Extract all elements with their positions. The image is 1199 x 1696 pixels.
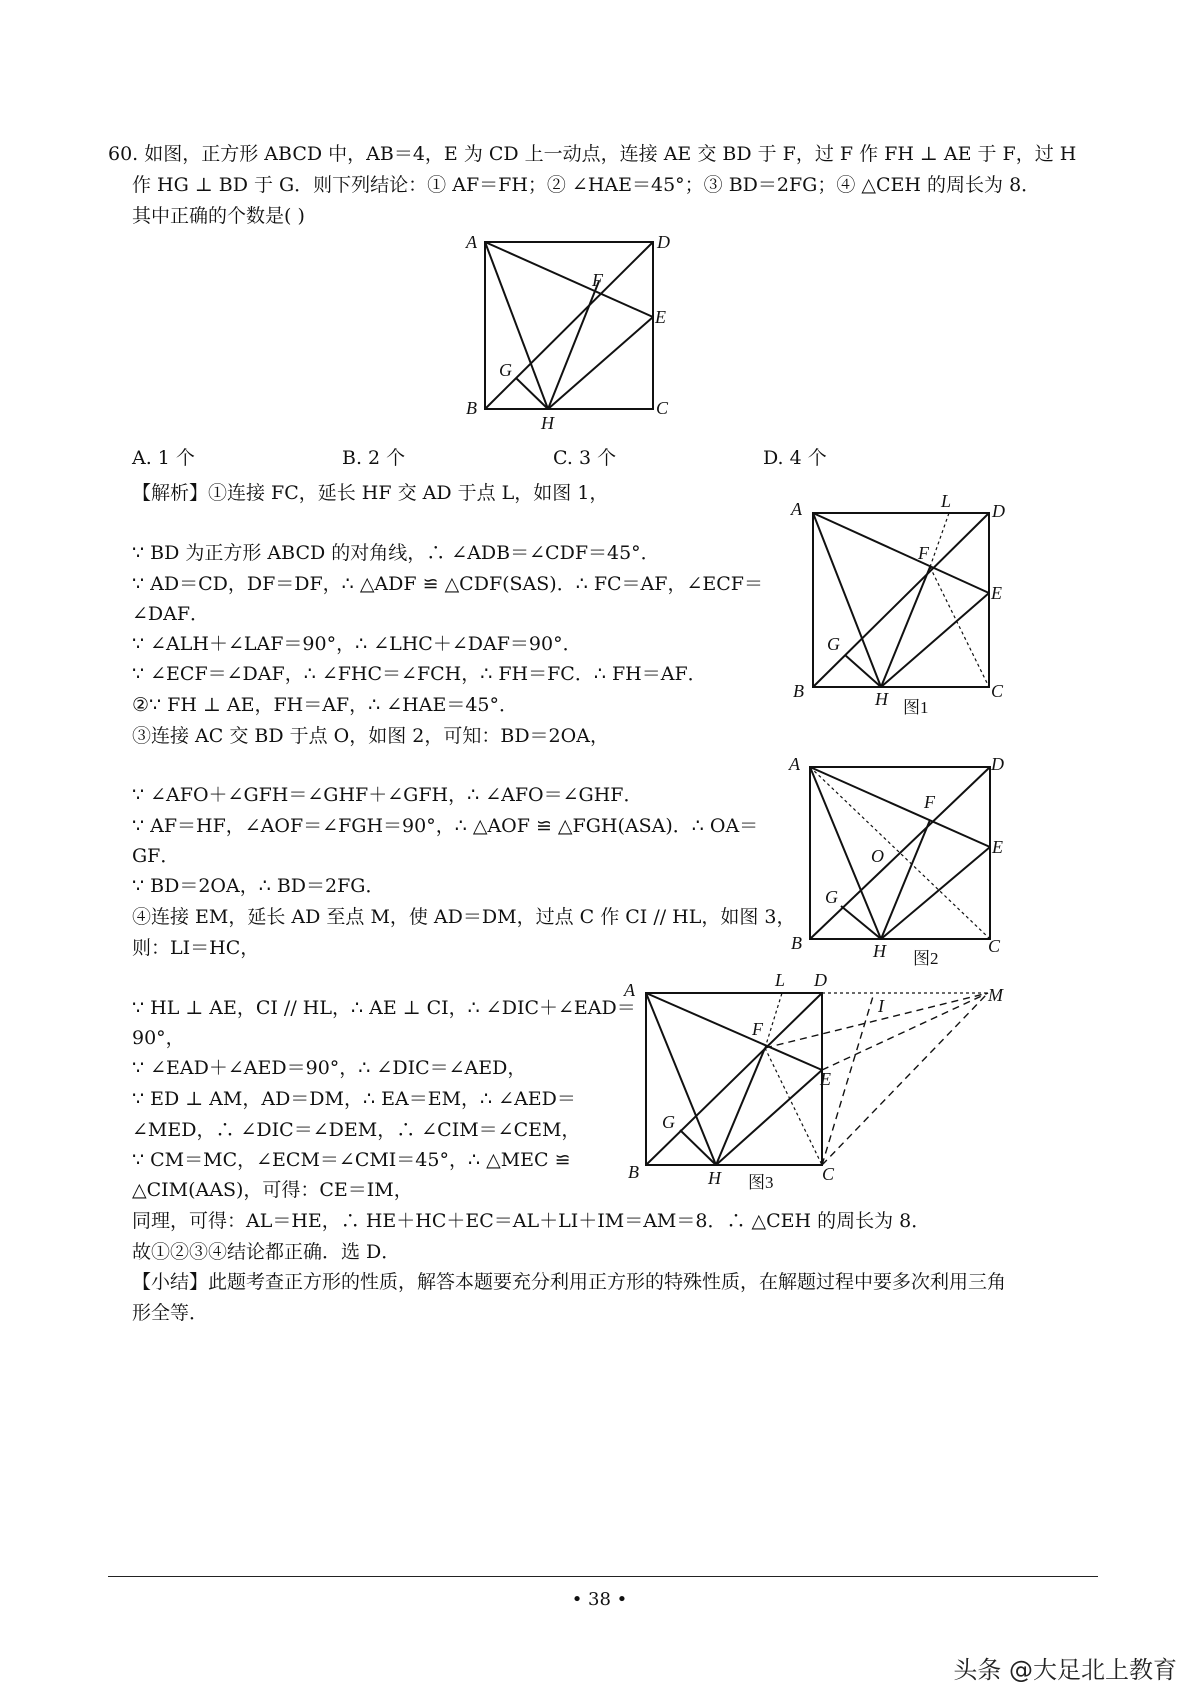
figure-1 xyxy=(785,485,1045,720)
fig2-label-e: E xyxy=(992,837,1003,857)
fig2-label-b: B xyxy=(791,933,802,953)
solution-line: ∵ BD＝2OA，∴ BD＝2FG． xyxy=(132,875,385,897)
fig3-label-i: I xyxy=(878,996,884,1016)
fig3-label-d: D xyxy=(814,970,827,990)
solution-line: ∠MED，∴ ∠DIC＝∠DEM，∴ ∠CIM＝∠CEM， xyxy=(132,1119,581,1141)
figure-2 xyxy=(785,750,1045,975)
fig1-label-a: A xyxy=(791,499,802,519)
solution-line: ②∵ FH ⊥ AE，FH＝AF，∴ ∠HAE＝45°． xyxy=(132,694,518,716)
fig1-label-e: E xyxy=(991,583,1002,603)
solution-line: GF． xyxy=(132,845,180,867)
solution-line: ∵ ∠AFO＋∠GFH＝∠GHF＋∠GFH，∴ ∠AFO＝∠GHF． xyxy=(132,784,643,806)
solution-line: ∵ BD 为正方形 ABCD 的对角线，∴ ∠ADB＝∠CDF＝45°． xyxy=(132,542,660,564)
question-line-2: 作 HG ⊥ BD 于 G．则下列结论：① AF＝FH；② ∠HAE＝45°；③ BD＝2FG；④ △CEH 的周长为 8． xyxy=(132,174,1041,196)
solution-line: 【解析】①连接 FC，延长 HF 交 AD 于点 L，如图 1， xyxy=(132,482,609,504)
solution-line: ∵ ∠ECF＝∠DAF，∴ ∠FHC＝∠FCH，∴ FH＝FC．∴ FH＝AF． xyxy=(132,663,707,685)
fig1-label-g: G xyxy=(827,634,840,654)
solution-line: ∵ ED ⊥ AM，AD＝DM，∴ EA＝EM，∴ ∠AED＝ xyxy=(132,1088,576,1110)
fig3-label-e: E xyxy=(820,1069,831,1089)
fig0-label-h: H xyxy=(541,413,554,433)
fig3-label-h: H xyxy=(708,1168,721,1188)
fig1-label-h: H xyxy=(875,689,888,709)
fig2-label-c: C xyxy=(988,936,1001,956)
fig1-label-d: D xyxy=(992,501,1005,521)
figure-3 xyxy=(618,968,1038,1198)
fig1-label-f: F xyxy=(918,543,929,563)
solution-line: ∵ AD＝CD，DF＝DF，∴ △ADF ≌ △CDF(SAS)．∴ FC＝AF，∠ECF＝ xyxy=(132,573,763,595)
fig3-label-l: L xyxy=(775,970,786,990)
solution-line: 则：LI＝HC， xyxy=(132,937,260,959)
solution-line: ∵ ∠ALH＋∠LAF＝90°，∴ ∠LHC＋∠DAF＝90°． xyxy=(132,633,582,655)
fig1-label-c: C xyxy=(991,681,1004,701)
fig0-label-g: G xyxy=(499,360,512,380)
fig2-label-a: A xyxy=(789,754,800,774)
fig0-label-c: C xyxy=(656,398,669,418)
fig1-label-b: B xyxy=(793,681,804,701)
solution-line: ③连接 AC 交 BD 于点 O，如图 2，可知：BD＝2OA， xyxy=(132,725,609,747)
fig0-label-f: F xyxy=(592,270,603,290)
fig1-label-l: L xyxy=(941,491,952,511)
fig3-label-c: C xyxy=(822,1164,835,1184)
fig1-caption: 图1 xyxy=(903,698,929,717)
footer-rule xyxy=(108,1576,1098,1577)
question-line-1: 60. 如图，正方形 ABCD 中，AB＝4，E 为 CD 上一动点，连接 AE 交 BD 于 F，过 F 作 FH ⊥ AE 于 F，过 H xyxy=(108,143,1077,165)
fig0-label-e: E xyxy=(655,307,666,327)
fig0-label-a: A xyxy=(466,232,477,252)
solution-line: ∵ AF＝HF，∠AOF＝∠FGH＝90°，∴ △AOF ≌ △FGH(ASA)．∴ OA＝ xyxy=(132,815,759,837)
fig2-label-h: H xyxy=(873,941,886,961)
fig3-label-m: M xyxy=(988,985,1003,1005)
solution-line: ∠DAF． xyxy=(132,603,210,625)
option-b: B. 2 个 xyxy=(342,447,406,469)
solution-line: ∵ CM＝MC，∠ECM＝∠CMI＝45°，∴ △MEC ≌ xyxy=(132,1149,571,1171)
fig3-label-a: A xyxy=(624,980,635,1000)
main-figure xyxy=(460,228,690,438)
fig2-label-o: O xyxy=(871,846,884,866)
solution-line: ∵ ∠EAD＋∠AED＝90°，∴ ∠DIC＝∠AED， xyxy=(132,1057,527,1079)
fig3-label-f: F xyxy=(752,1019,763,1039)
question-line-3: 其中正确的个数是( ) xyxy=(132,205,305,227)
fig2-label-d: D xyxy=(991,754,1004,774)
fig3-caption: 图3 xyxy=(748,1173,774,1192)
fig0-label-b: B xyxy=(466,398,477,418)
watermark: 头条 @大足北上教育 xyxy=(953,1656,1177,1684)
solution-line: 90°， xyxy=(132,1027,185,1049)
fig2-caption: 图2 xyxy=(913,949,939,968)
fig0-label-d: D xyxy=(657,232,670,252)
fig2-label-g: G xyxy=(825,887,838,907)
solution-line: 形全等． xyxy=(132,1302,209,1324)
fig2-label-f: F xyxy=(924,792,935,812)
solution-line: ④连接 EM，延长 AD 至点 M，使 AD＝DM，过点 C 作 CI // HL，如图 3， xyxy=(132,906,796,928)
option-c: C. 3 个 xyxy=(553,447,617,469)
page-number: • 38 • xyxy=(571,1589,628,1610)
option-d: D. 4 个 xyxy=(763,447,827,469)
option-a: A. 1 个 xyxy=(132,447,195,469)
solution-line: △CIM(AAS)，可得：CE＝IM， xyxy=(132,1179,413,1201)
solution-line: 故①②③④结论都正确．选 D． xyxy=(132,1241,401,1263)
solution-line: 【小结】此题考查正方形的性质，解答本题要充分利用正方形的特殊性质，在解题过程中要多次利用三角 xyxy=(132,1271,1007,1293)
fig3-label-b: B xyxy=(628,1162,639,1182)
solution-line: 同理，可得：AL＝HE，∴ HE＋HC＋EC＝AL＋LI＋IM＝AM＝8．∴ △CEH 的周长为 8． xyxy=(132,1210,931,1232)
solution-line: ∵ HL ⊥ AE，CI // HL，∴ AE ⊥ CI，∴ ∠DIC＋∠EAD＝ xyxy=(132,997,636,1019)
fig3-label-g: G xyxy=(662,1112,675,1132)
